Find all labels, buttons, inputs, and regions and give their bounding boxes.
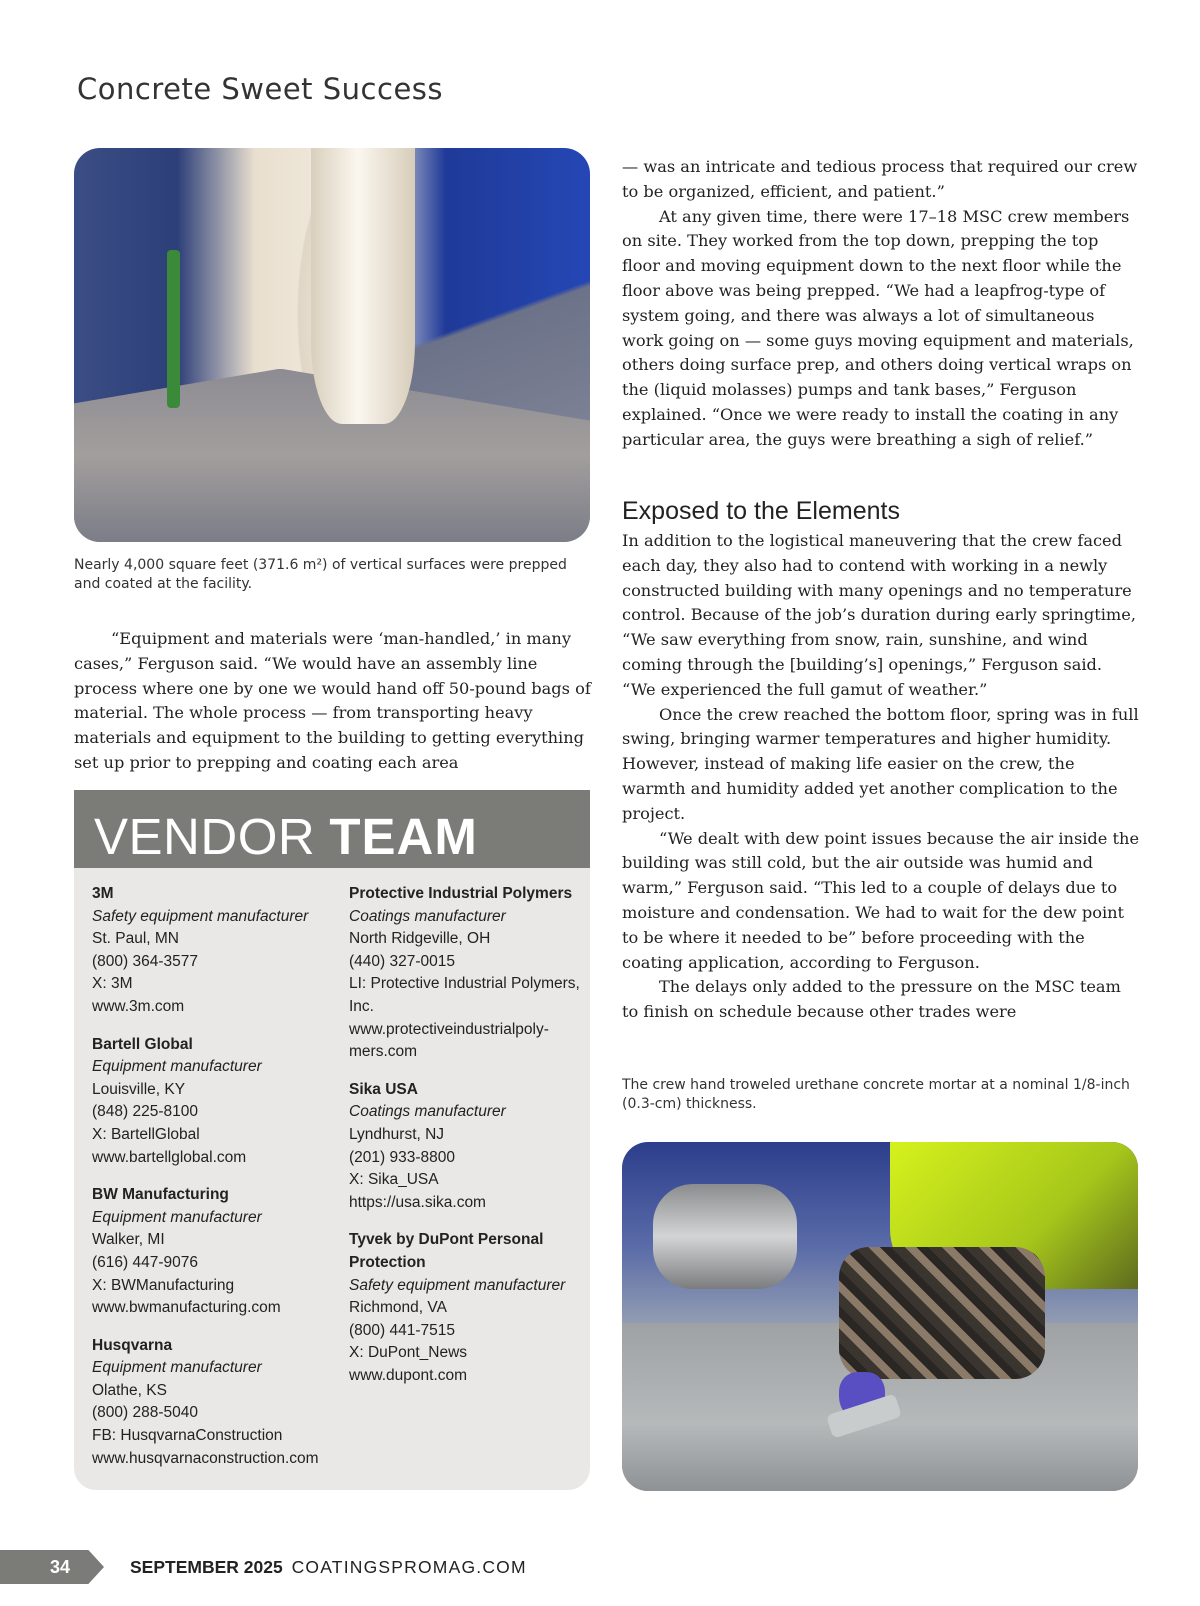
vendor-team-sidebar — [74, 790, 590, 1490]
vendor-phone: (201) 933-8800 — [349, 1148, 455, 1166]
photo-caption: The crew hand troweled urethane concrete mortar at a nominal 1/8-inch (0.3-cm) thickness. — [622, 1077, 1130, 1112]
footer-site: COATINGSPROMAG.COM — [291, 1557, 527, 1577]
vendor-name: 3M — [92, 885, 114, 902]
vendor-entry — [92, 1184, 342, 1320]
article-paragraph: In addition to the logistical maneuvering that the crew faced each day, they also had to contend with working in a newly constructed building with many openings and no temperature control. Because of the job’s duration during early springtime, “We saw everything from snow, rain, sunshine, and wind coming through the [building’s] openings,” Ferguson said. “We experienced the full gamut of weather.” — [622, 531, 1136, 699]
vendor-entry — [349, 883, 581, 1064]
vendor-social: X: 3M — [92, 975, 133, 993]
article-paragraph: — was an intricate and tedious process that required our crew to be organized, efficient, and patient.” — [622, 157, 1138, 201]
vendor-name: Husqvarna — [92, 1336, 173, 1354]
vendor-entry — [349, 1229, 581, 1387]
vendor-column-right — [349, 883, 581, 1402]
vendor-phone: (440) 327-0015 — [349, 952, 455, 970]
article-paragraph: “We dealt with dew point issues because the air inside the building was still cold, but the air outside was humid and warm,” Ferguson said. “This led to a couple of delays due to moisture and condensation. We had to wait for the dew point to be where it needed to be” before proceeding with the coating application, according to Ferguson. — [622, 828, 1140, 972]
photo-coated-pillar-room — [74, 148, 590, 542]
photo-worker — [839, 1247, 1045, 1380]
section-heading: Exposed to the Elements — [622, 497, 900, 525]
vendor-entry — [92, 1335, 342, 1471]
vendor-location: Louisville, KY — [92, 1080, 186, 1098]
vendor-role: Equipment manufacturer — [92, 1058, 262, 1076]
vendor-role: Coatings manufacturer — [349, 1103, 506, 1121]
vendor-website: www.dupont.com — [349, 1366, 468, 1384]
vendor-name: Protective Industrial Polymers — [349, 885, 573, 902]
photo-caption: Nearly 4,000 square feet (371.6 m²) of vertical surfaces were prepped and coated at the facility. — [74, 557, 567, 592]
article-paragraph: The delays only added to the pressure on the MSC team to finish on schedule because other trades were — [622, 977, 1121, 1022]
vendor-entry — [92, 1034, 342, 1170]
vendor-location: St. Paul, MN — [92, 930, 179, 948]
footer-issue: SEPTEMBER 2025 — [130, 1557, 283, 1577]
vendor-role: Safety equipment manufacturer — [349, 1276, 566, 1294]
vendor-name: Tyvek by DuPont Personal Protection — [349, 1231, 544, 1271]
vendor-title-light: VENDOR — [94, 808, 316, 865]
vendor-website: www.husqvarnaconstruction.com — [92, 1449, 319, 1467]
vendor-location: Olathe, KS — [92, 1381, 167, 1399]
vendor-location: North Ridgeville, OH — [349, 930, 491, 948]
vendor-social: X: Sika_USA — [349, 1171, 439, 1189]
vendor-location: Walker, MI — [92, 1231, 165, 1249]
vendor-phone: (616) 447-9076 — [92, 1253, 198, 1271]
vendor-location: Lyndhurst, NJ — [349, 1125, 445, 1143]
vendor-name: Sika USA — [349, 1080, 418, 1098]
running-head: Concrete Sweet Success — [77, 72, 444, 106]
vendor-website: www.bwmanufacturing.com — [92, 1299, 281, 1317]
vendor-name: BW Manufacturing — [92, 1186, 229, 1204]
vendor-team-title — [74, 790, 590, 868]
vendor-social: X: BartellGlobal — [92, 1125, 200, 1143]
vendor-website: www.protectiveindustrialpoly-mers.com — [349, 1020, 549, 1061]
vendor-social: X: BWManufacturing — [92, 1276, 235, 1294]
vendor-role: Coatings manufacturer — [349, 907, 506, 925]
vendor-phone: (800) 364-3577 — [92, 952, 198, 970]
photo-pipe — [167, 250, 180, 408]
page-number: 34 — [50, 1557, 71, 1577]
vendor-location: Richmond, VA — [349, 1299, 447, 1317]
vendor-name: Bartell Global — [92, 1035, 193, 1053]
article-right-column-top — [622, 155, 1140, 453]
vendor-entry — [349, 1079, 581, 1215]
article-left-column — [74, 627, 596, 776]
vendor-website: www.bartellglobal.com — [92, 1148, 247, 1166]
vendor-role: Equipment manufacturer — [92, 1359, 262, 1377]
vendor-title-bold: TEAM — [329, 808, 478, 865]
photo-pillar — [311, 148, 414, 424]
article-paragraph: Once the crew reached the bottom floor, spring was in full swing, bringing warmer temperatures and higher humidity. However, instead of making life easier on the crew, the warmth and humidity added yet another complication to the project. — [622, 704, 1139, 823]
vendor-role: Equipment manufacturer — [92, 1208, 262, 1226]
article-paragraph: “Equipment and materials were ‘man-handled,’ in many cases,” Ferguson said. “We would have an assembly line process where one by one we would hand off 50-pound bags of material. The whole process — from transporting heavy materials and equipment to the building to getting everything set up prior to prepping and coating each area — [74, 629, 591, 772]
vendor-social: X: DuPont_News — [349, 1344, 468, 1362]
vendor-entry — [92, 883, 342, 1019]
vendor-social: LI: Protective Industrial Polymers, Inc. — [349, 975, 580, 1015]
photo-tank — [653, 1184, 797, 1289]
vendor-phone: (848) 225-8100 — [92, 1103, 198, 1121]
vendor-role: Safety equipment manufacturer — [92, 907, 309, 925]
vendor-social: FB: HusqvarnaConstruction — [92, 1427, 283, 1445]
article-right-column-bottom — [622, 529, 1140, 1025]
article-paragraph: At any given time, there were 17–18 MSC crew members on site. They worked from the top down, prepping the top floor and moving equipment down to the next floor while the floor above was being prepped. “We had a leapfrog-type of system going, and there was always a lot of simultaneous work going on — some guys moving equipment and materials, others doing surface prep, and others doing vertical wraps on the (liquid molasses) pumps and tank bases,” Ferguson explained. “Once we were ready to install the coating in any particular area, the guys were breathing a sigh of relief.” — [622, 206, 1134, 449]
vendor-website: www.3m.com — [92, 997, 185, 1015]
photo-crew-troweling — [622, 1142, 1138, 1491]
vendor-phone: (800) 288-5040 — [92, 1404, 198, 1422]
vendor-phone: (800) 441-7515 — [349, 1321, 455, 1339]
vendor-column-left — [92, 883, 342, 1485]
footer-line — [130, 1557, 527, 1578]
vendor-website: https://usa.sika.com — [349, 1193, 486, 1211]
